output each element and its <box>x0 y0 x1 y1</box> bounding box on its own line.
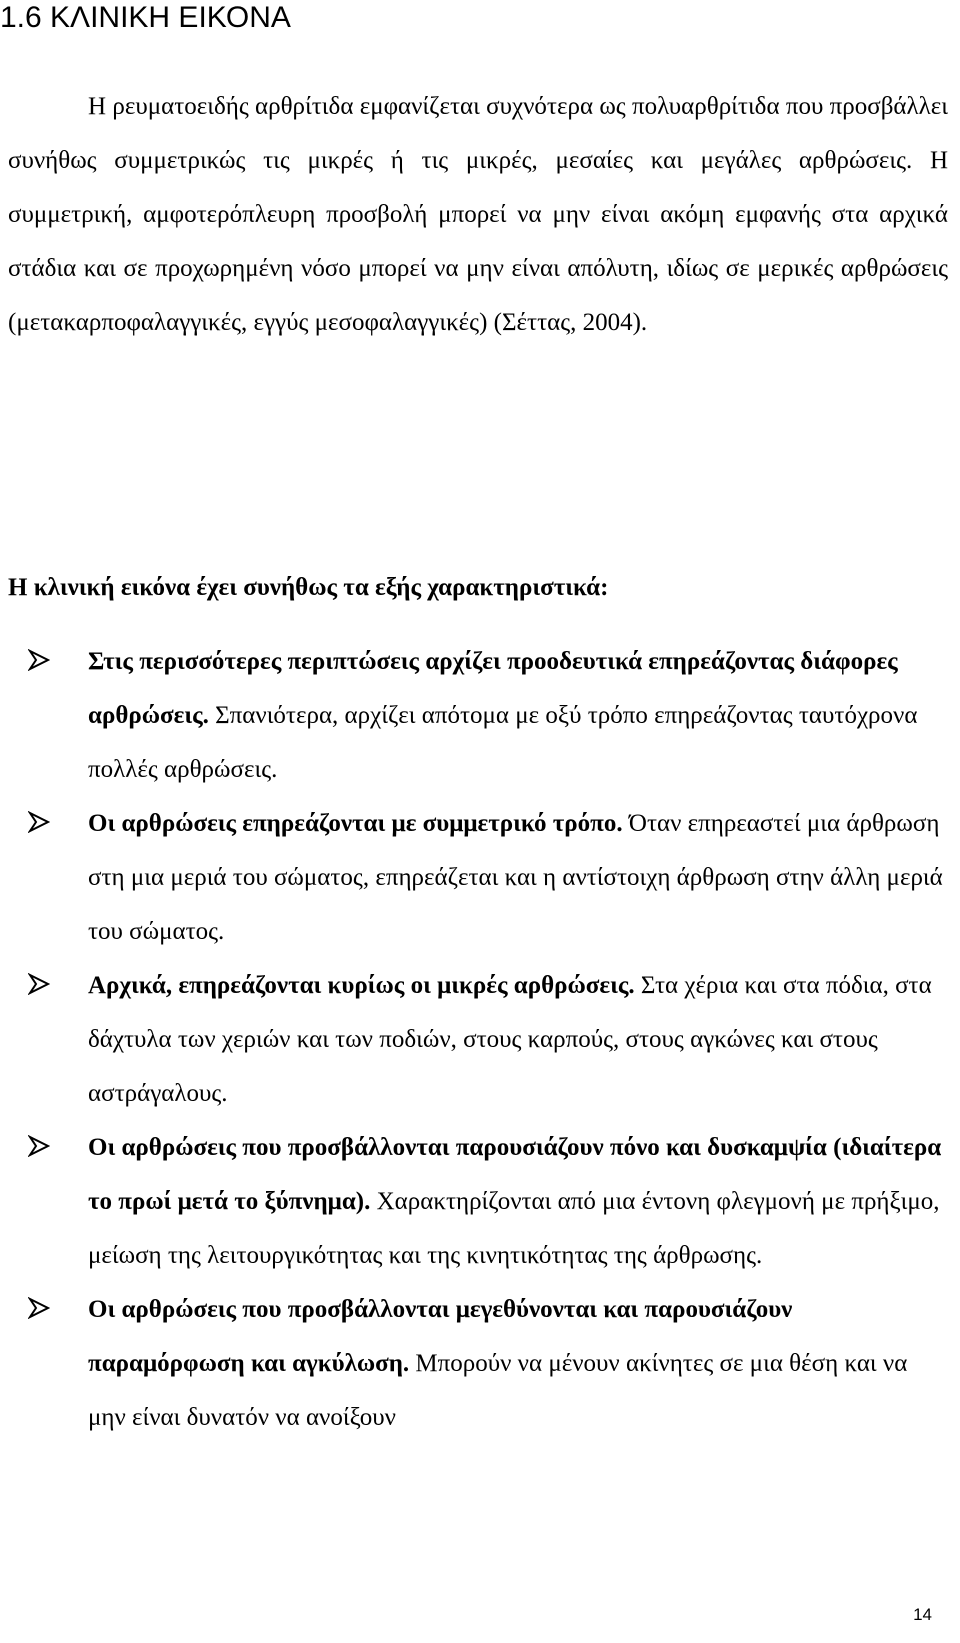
feature-text: Χαρακτηρίζονται από μια έντονη φλεγμονή με πρήξιμο, μείωση της λειτουργικότητας και της κινητικότητας της άρθρωσης. <box>88 1188 940 1269</box>
arrow-bullet-icon <box>28 635 64 689</box>
feature-bold-text: Οι αρθρώσεις που προσβάλλονται παρουσιάζουν πόνο και δυσκαμψία (ιδιαίτερα το πρωί μετά το ξύπνημα). <box>88 1134 942 1215</box>
feature-item <box>0 959 960 1121</box>
arrow-bullet-icon <box>28 1283 64 1337</box>
feature-text: Όταν επηρεαστεί μια άρθρωση στη μια μεριά του σώματος, επηρεάζεται και η αντίστοιχη άρθρωση στην άλλη μεριά του σώματος. <box>88 810 943 945</box>
feature-bold-text: Αρχικά, επηρεάζονται κυρίως οι μικρές αρθρώσεις. <box>88 972 635 999</box>
intro-paragraph: Η ρευματοειδής αρθρίτιδα εμφανίζεται συχνότερα ως πολυαρθρίτιδα που προσβάλλει συνήθως συμμετρικώς τις μικρές ή τις μικρές, μεσαίες και μεγάλες αρθρώσεις. Η συμμετρική, αμφοτερόπλευρη προσβολή μπορεί να μην είναι ακόμη εμφανής στα αρχικά στάδια και σε προχωρημένη νόσο μπορεί να μην είναι απόλυτη, ιδίως σε μερικές αρθρώσεις (μετακαρποφαλαγγικές, εγγύς μεσοφαλαγγικές) (Σέττας, 2004). <box>8 93 948 336</box>
feature-text: Μπορούν να μένουν ακίνητες σε μια θέση και να μην είναι δυνατόν να ανοίξουν <box>88 1350 908 1431</box>
features-subheading: Η κλινική εικόνα έχει συνήθως τα εξής χαρακτηριστικά: <box>8 574 609 601</box>
feature-text: Στα χέρια και στα πόδια, στα δάχτυλα των χεριών και των ποδιών, στους καρπούς, στους αγκώνες και στους αστράγαλους. <box>88 972 932 1107</box>
arrow-bullet-icon <box>28 959 64 1013</box>
feature-item <box>0 1283 960 1445</box>
features-list <box>0 635 960 1445</box>
feature-item <box>0 635 960 797</box>
page-number: 14 <box>913 1605 932 1624</box>
arrow-bullet-icon <box>28 797 64 851</box>
feature-bold-text: Οι αρθρώσεις που προσβάλλονται μεγεθύνονται και παρουσιάζουν παραμόρφωση και αγκύλωση. <box>88 1296 793 1377</box>
feature-bold-text: Στις περισσότερες περιπτώσεις αρχίζει προοδευτικά επηρεάζοντας διάφορες αρθρώσεις. <box>88 648 898 729</box>
section-heading: 1.6 ΚΛΙΝΙΚΗ ΕΙΚΟΝΑ <box>0 1 291 34</box>
feature-item <box>0 797 960 959</box>
arrow-bullet-icon <box>28 1121 64 1175</box>
feature-item <box>0 1121 960 1283</box>
feature-text: Σπανιότερα, αρχίζει απότομα με οξύ τρόπο επηρεάζοντας ταυτόχρονα πολλές αρθρώσεις. <box>88 702 918 783</box>
feature-bold-text: Οι αρθρώσεις επηρεάζονται με συμμετρικό τρόπο. <box>88 810 623 837</box>
